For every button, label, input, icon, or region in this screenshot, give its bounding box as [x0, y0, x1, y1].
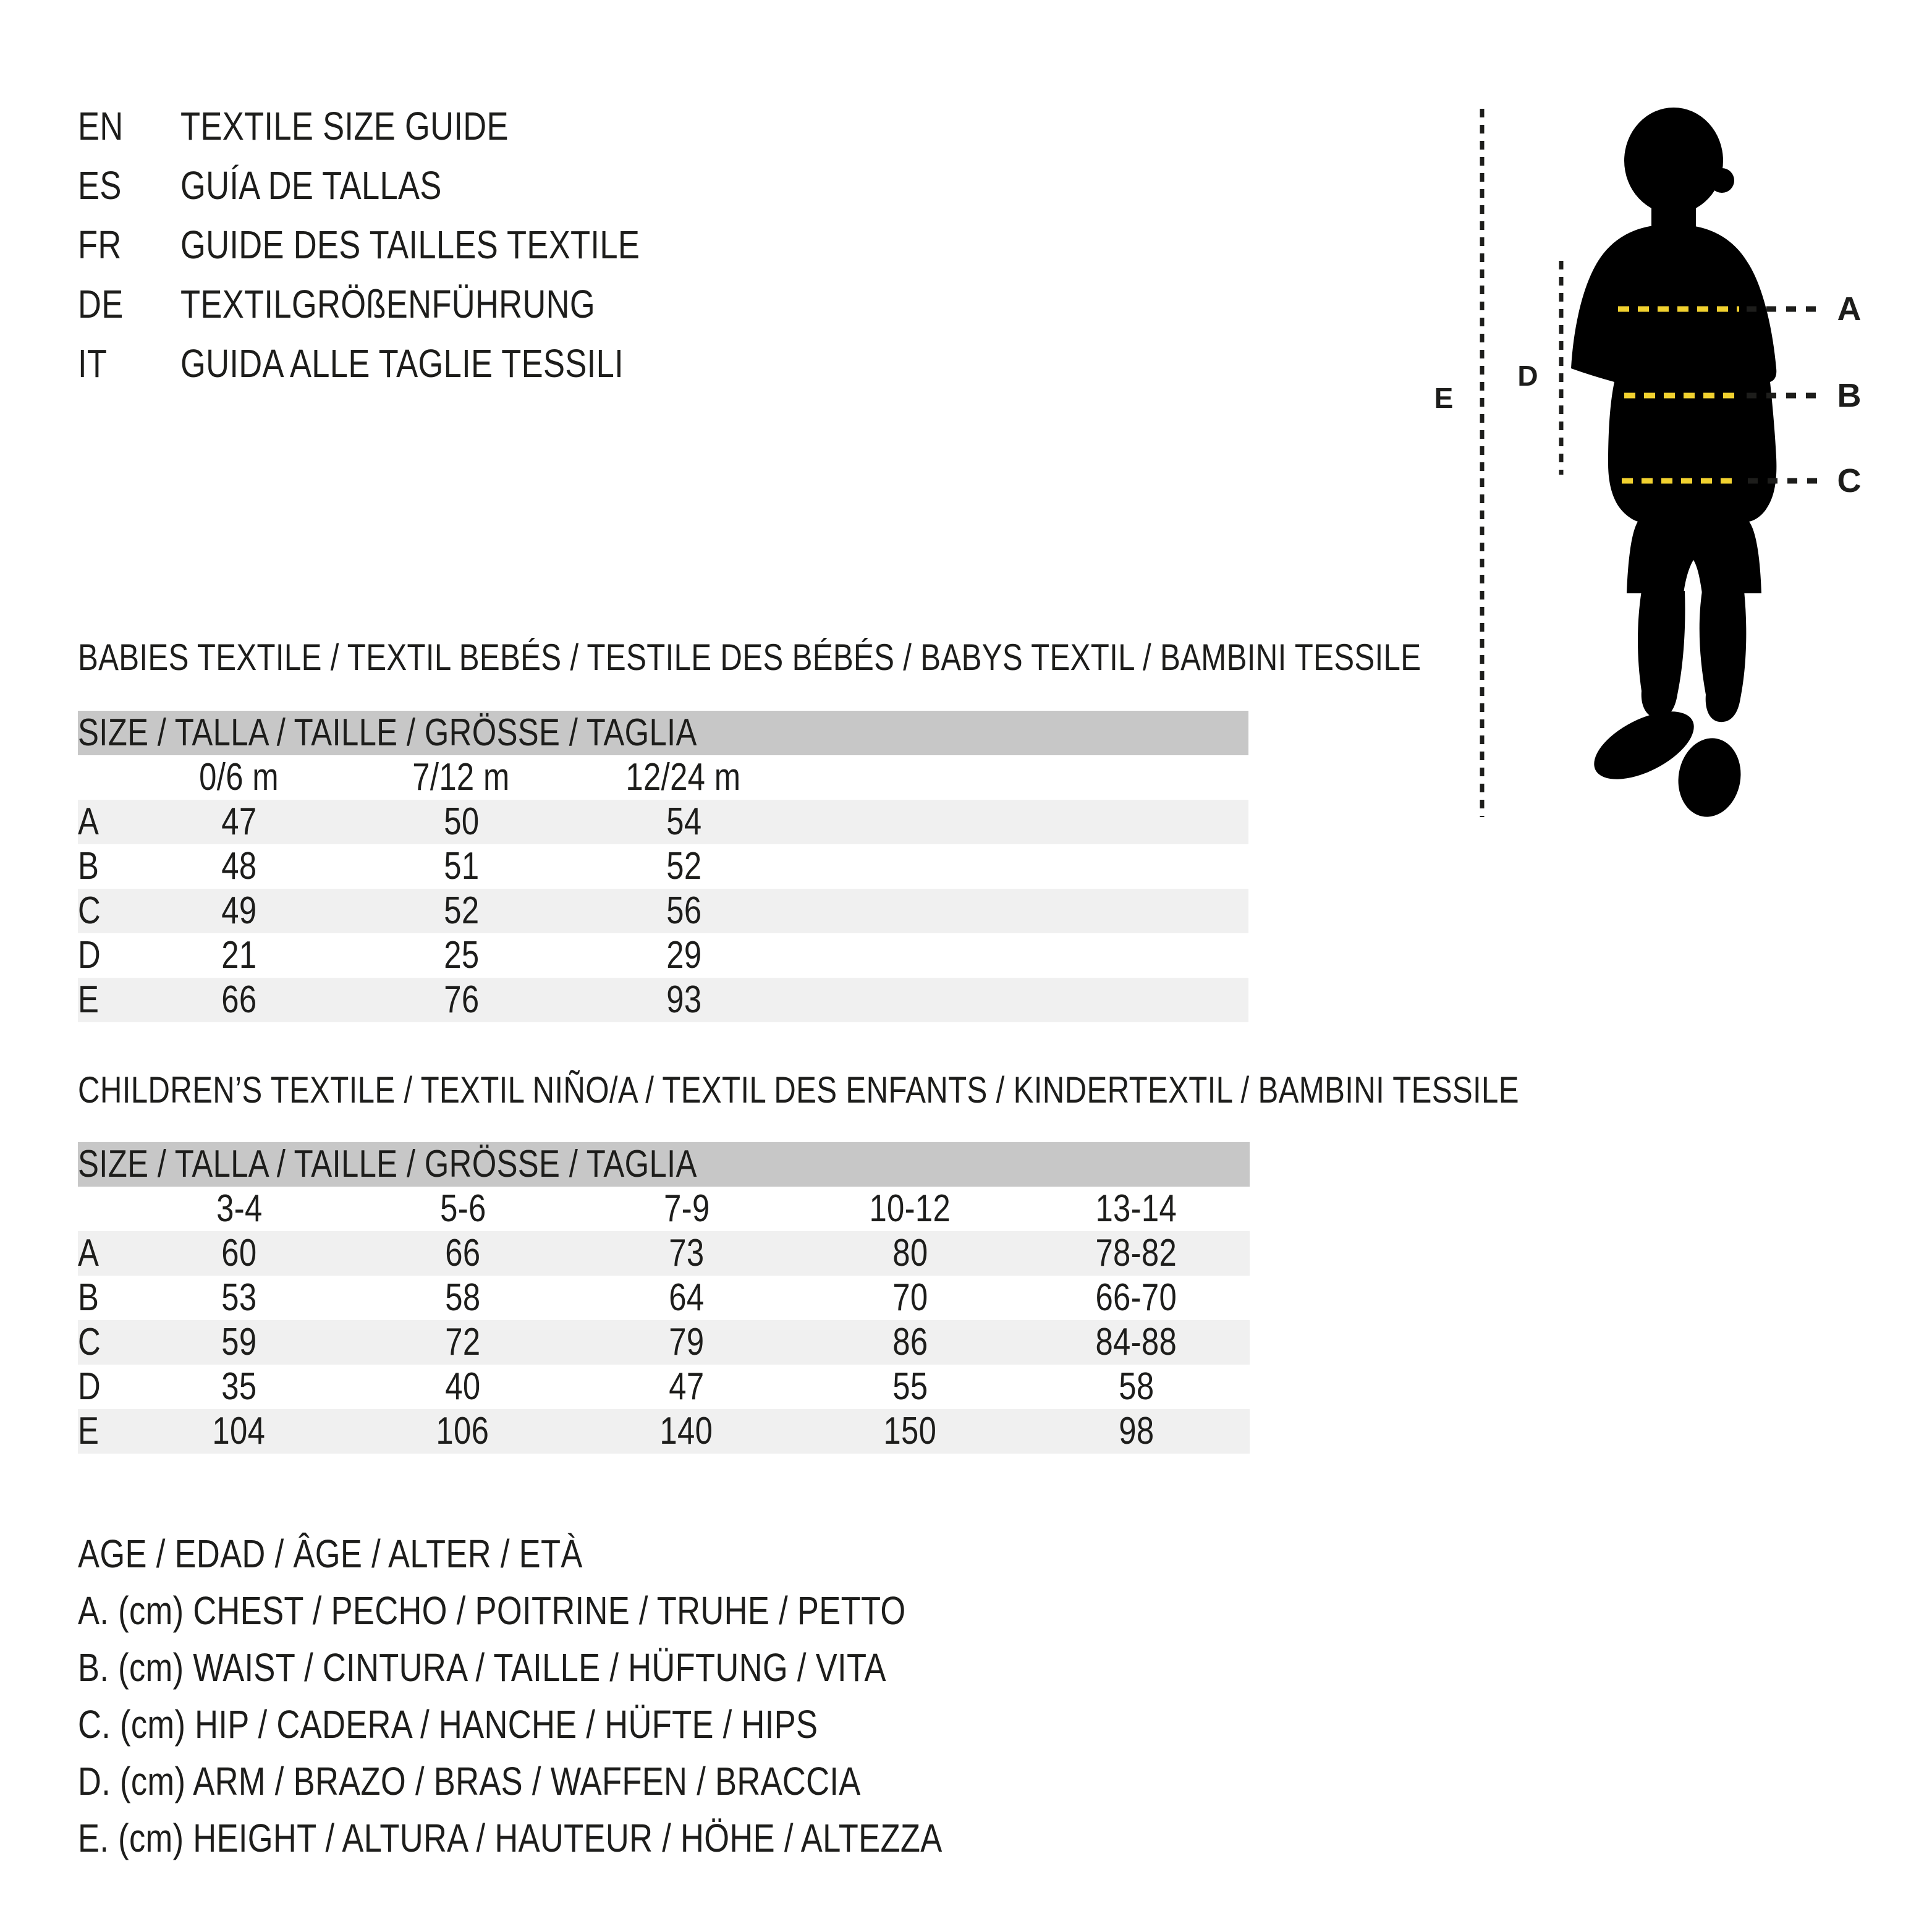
column-header-text: 10-12 — [870, 1187, 951, 1230]
language-row-fr — [78, 215, 740, 274]
table-row-b — [78, 844, 1248, 889]
row-label-text: C — [78, 889, 101, 932]
table-cell — [127, 1276, 351, 1320]
language-title-text: GUÍA DE TALLAS — [180, 163, 442, 208]
column-header-row — [78, 1187, 1250, 1231]
table-cell — [575, 1320, 799, 1365]
table-cell — [351, 1320, 575, 1365]
cell-value: 80 — [892, 1231, 928, 1274]
column-header — [127, 755, 350, 800]
table-cell — [350, 800, 572, 844]
row-label — [78, 844, 127, 889]
row-label — [78, 1320, 127, 1365]
column-header — [127, 1187, 351, 1231]
size-header-bar-row — [78, 1142, 1250, 1187]
cell-value: 52 — [666, 844, 701, 888]
column-header-text: 0/6 m — [198, 755, 279, 799]
row-label — [78, 1409, 127, 1454]
cell-value: 35 — [221, 1365, 257, 1408]
cell-value: 66 — [221, 978, 256, 1021]
table-cell — [575, 1409, 799, 1454]
row-label-text: A — [78, 800, 100, 843]
filler-cell — [795, 800, 1248, 844]
table-cell — [351, 1409, 575, 1454]
row-label-text: E — [78, 978, 100, 1021]
row-label-text: D — [78, 1365, 101, 1408]
size-header-bar-row — [78, 711, 1248, 755]
table-cell — [127, 800, 350, 844]
waist-label: B — [1837, 377, 1862, 414]
legend-age — [78, 1525, 1132, 1582]
height-label: E — [1434, 382, 1454, 414]
language-title-fr — [180, 215, 740, 274]
table-cell — [351, 1365, 575, 1409]
filler-cell — [795, 889, 1248, 933]
language-code-de — [78, 274, 169, 334]
table-cell — [799, 1320, 1022, 1365]
column-header — [799, 1187, 1022, 1231]
children-heading — [78, 1070, 1836, 1112]
language-title-text: GUIDE DES TAILLES TEXTILE — [180, 222, 640, 267]
chest-label: A — [1837, 290, 1862, 328]
language-code-fr — [78, 215, 169, 274]
legend-waist — [78, 1639, 1132, 1696]
measurement-legend — [78, 1525, 1132, 1866]
size-header-text: SIZE / TALLA / TAILLE / GRÖSSE / TAGLIA — [78, 1142, 697, 1185]
cell-value: 54 — [666, 800, 701, 843]
silhouette-hair-tuft — [1710, 168, 1734, 193]
cell-value: 93 — [666, 978, 701, 1021]
cell-value: 50 — [443, 800, 479, 843]
row-label-text: E — [78, 1409, 100, 1452]
cell-value: 49 — [221, 889, 256, 932]
legend-text: AGE / EDAD / ÂGE / ALTER / ETÀ — [78, 1532, 583, 1576]
cell-value: 64 — [669, 1276, 705, 1319]
column-header-text: 3-4 — [216, 1187, 263, 1230]
table-cell — [572, 933, 795, 978]
row-label-text: D — [78, 933, 101, 977]
table-cell — [351, 1231, 575, 1276]
table-cell — [127, 933, 350, 978]
silhouette-body — [1571, 226, 1776, 593]
babies-size-table — [78, 711, 1248, 1022]
legend-arm — [78, 1753, 1132, 1810]
cell-value: 66 — [445, 1231, 481, 1274]
table-row-d — [78, 933, 1248, 978]
column-header — [572, 755, 795, 800]
language-code-text: DE — [78, 282, 124, 326]
table-cell — [127, 1365, 351, 1409]
cell-value: 52 — [443, 889, 479, 932]
children-heading-text: CHILDREN’S TEXTILE / TEXTIL NIÑO/A / TEXTIL DES ENFANTS / KINDERTEXTIL / BAMBINI TESSILE — [78, 1070, 1519, 1111]
language-title-block — [78, 96, 740, 393]
filler-cell — [795, 755, 1248, 800]
table-cell — [1022, 1231, 1250, 1276]
legend-text: A. (cm) CHEST / PECHO / POITRINE / TRUHE / PETTO — [78, 1588, 906, 1633]
size-header-bar — [78, 711, 1248, 755]
cell-value: 40 — [445, 1365, 481, 1408]
table-row-c — [78, 889, 1248, 933]
language-title-text: TEXTILGRÖßENFÜHRUNG — [180, 282, 595, 326]
cell-value: 104 — [213, 1409, 266, 1452]
table-cell — [351, 1276, 575, 1320]
table-row-e — [78, 978, 1248, 1022]
cell-value: 47 — [221, 800, 256, 843]
measurement-diagram — [1397, 99, 1932, 841]
table-cell — [350, 889, 572, 933]
filler-cell — [795, 844, 1248, 889]
table-cell — [127, 1231, 351, 1276]
table-row-c — [78, 1320, 1250, 1365]
table-row-d — [78, 1365, 1250, 1409]
table-cell — [350, 933, 572, 978]
language-code-text: FR — [78, 222, 122, 267]
child-silhouette — [1571, 108, 1776, 822]
table-cell — [1022, 1365, 1250, 1409]
column-header-text: 7/12 m — [412, 755, 510, 799]
cell-value: 51 — [443, 844, 479, 888]
cell-value: 140 — [660, 1409, 713, 1452]
language-title-text: GUIDA ALLE TAGLIE TESSILI — [180, 341, 624, 386]
cell-value: 72 — [445, 1320, 481, 1363]
cell-value: 59 — [221, 1320, 257, 1363]
cell-value: 73 — [669, 1231, 705, 1274]
legend-chest — [78, 1582, 1132, 1639]
table-row-a — [78, 800, 1248, 844]
table-cell — [1022, 1320, 1250, 1365]
table-row-a — [78, 1231, 1250, 1276]
children-size-table — [78, 1142, 1250, 1454]
cell-value: 21 — [221, 933, 256, 977]
row-label-text: A — [78, 1231, 100, 1274]
cell-value: 70 — [892, 1276, 928, 1319]
legend-height — [78, 1810, 1132, 1866]
language-code-text: IT — [78, 341, 108, 386]
language-code-es — [78, 156, 169, 215]
cell-value: 79 — [669, 1320, 705, 1363]
row-label — [78, 933, 127, 978]
column-header — [350, 755, 572, 800]
table-cell — [572, 844, 795, 889]
table-cell — [799, 1409, 1022, 1454]
column-header-text: 12/24 m — [625, 755, 741, 799]
filler-cell — [795, 978, 1248, 1022]
table-cell — [127, 1409, 351, 1454]
legend-hip — [78, 1696, 1132, 1753]
column-header — [351, 1187, 575, 1231]
cell-value: 29 — [666, 933, 701, 977]
cell-value: 86 — [892, 1320, 928, 1363]
table-cell — [799, 1231, 1022, 1276]
legend-text: D. (cm) ARM / BRAZO / BRAS / WAFFEN / BRACCIA — [78, 1759, 861, 1803]
row-label — [78, 978, 127, 1022]
corner-cell — [78, 755, 127, 800]
row-label — [78, 1231, 127, 1276]
table-cell — [127, 844, 350, 889]
language-title-it — [180, 334, 721, 393]
cell-value: 55 — [892, 1365, 928, 1408]
cell-value: 25 — [443, 933, 479, 977]
table-cell — [799, 1276, 1022, 1320]
legend-text: C. (cm) HIP / CADERA / HANCHE / HÜFTE / HIPS — [78, 1702, 818, 1747]
table-cell — [575, 1365, 799, 1409]
row-label — [78, 1276, 127, 1320]
row-label — [78, 800, 127, 844]
hip-label: C — [1837, 462, 1862, 499]
language-row-en — [78, 96, 740, 156]
language-title-de — [180, 274, 686, 334]
silhouette-head — [1624, 108, 1723, 214]
column-header — [575, 1187, 799, 1231]
corner-cell — [78, 1187, 127, 1231]
language-row-es — [78, 156, 740, 215]
column-header-text: 13-14 — [1095, 1187, 1177, 1230]
row-label — [78, 889, 127, 933]
language-title-en — [180, 96, 580, 156]
language-row-it — [78, 334, 740, 393]
column-header — [1022, 1187, 1250, 1231]
column-header-row — [78, 755, 1248, 800]
table-cell — [127, 978, 350, 1022]
cell-value: 98 — [1118, 1409, 1154, 1452]
language-code-text: ES — [78, 163, 122, 208]
table-cell — [350, 978, 572, 1022]
language-code-it — [78, 334, 169, 393]
language-code-text: EN — [78, 104, 124, 148]
table-cell — [572, 889, 795, 933]
arm-label: D — [1517, 360, 1538, 392]
size-header-text: SIZE / TALLA / TAILLE / GRÖSSE / TAGLIA — [78, 711, 697, 754]
cell-value: 84-88 — [1095, 1320, 1177, 1363]
table-cell — [575, 1231, 799, 1276]
table-cell — [127, 889, 350, 933]
table-cell — [1022, 1409, 1250, 1454]
column-header-text: 7-9 — [663, 1187, 710, 1230]
table-cell — [1022, 1276, 1250, 1320]
table-cell — [572, 800, 795, 844]
table-row-e — [78, 1409, 1250, 1454]
row-label-text: C — [78, 1320, 101, 1363]
babies-heading — [78, 638, 1716, 680]
legend-text: B. (cm) WAIST / CINTURA / TAILLE / HÜFTUNG / VITA — [78, 1645, 886, 1690]
cell-value: 53 — [221, 1276, 257, 1319]
cell-value: 66-70 — [1095, 1276, 1177, 1319]
cell-value: 47 — [669, 1365, 705, 1408]
legend-text: E. (cm) HEIGHT / ALTURA / HAUTEUR / HÖHE / ALTEZZA — [78, 1816, 943, 1860]
babies-heading-text: BABIES TEXTILE / TEXTIL BEBÉS / TESTILE DES BÉBÉS / BABYS TEXTIL / BAMBINI TESSILE — [78, 638, 1421, 679]
cell-value: 106 — [436, 1409, 489, 1452]
cell-value: 58 — [445, 1276, 481, 1319]
table-cell — [572, 978, 795, 1022]
row-label — [78, 1365, 127, 1409]
row-label-text: B — [78, 844, 100, 888]
cell-value: 76 — [443, 978, 479, 1021]
size-header-bar — [78, 1142, 1250, 1187]
table-cell — [575, 1276, 799, 1320]
cell-value: 48 — [221, 844, 256, 888]
language-title-text: TEXTILE SIZE GUIDE — [180, 104, 509, 148]
language-title-es — [180, 156, 499, 215]
language-code-en — [78, 96, 169, 156]
cell-value: 60 — [221, 1231, 257, 1274]
table-row-b — [78, 1276, 1250, 1320]
cell-value: 150 — [884, 1409, 937, 1452]
row-label-text: B — [78, 1276, 100, 1319]
filler-cell — [795, 933, 1248, 978]
table-cell — [799, 1365, 1022, 1409]
table-cell — [127, 1320, 351, 1365]
cell-value: 56 — [666, 889, 701, 932]
language-row-de — [78, 274, 740, 334]
cell-value: 78-82 — [1095, 1231, 1177, 1274]
cell-value: 58 — [1118, 1365, 1154, 1408]
column-header-text: 5-6 — [439, 1187, 486, 1230]
table-cell — [350, 844, 572, 889]
